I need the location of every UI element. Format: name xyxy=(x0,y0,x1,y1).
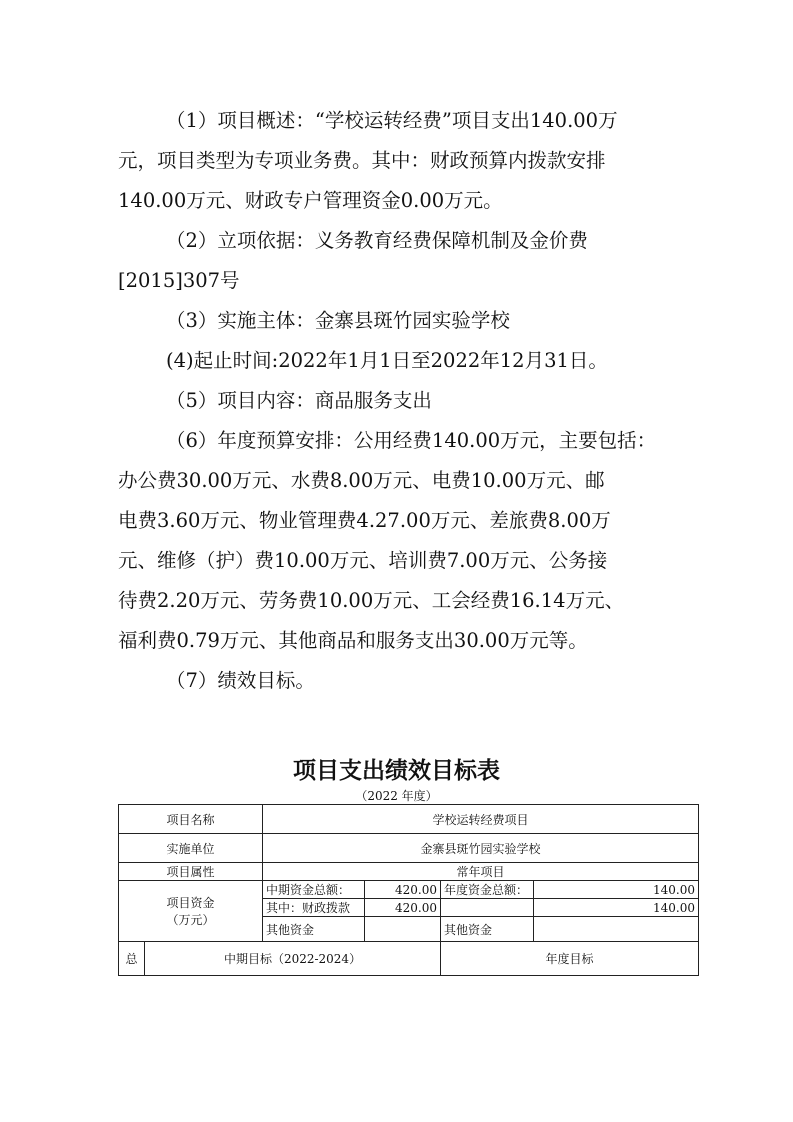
project-name-value: 学校运转经费项目 xyxy=(263,805,699,834)
annual-fin-label xyxy=(441,899,534,917)
body-line: 元，项目类型为专项业务费。其中：财政预算内拨款安排 xyxy=(118,149,606,172)
body-line: （3）实施主体：金寨县斑竹园实验学校 xyxy=(166,309,510,332)
performance-target-table xyxy=(118,804,699,976)
table-row xyxy=(119,863,699,881)
body-text xyxy=(118,101,678,701)
attr-label: 项目属性 xyxy=(119,863,263,881)
table-row xyxy=(119,805,699,834)
mid-total-value: 420.00 xyxy=(365,881,441,899)
body-line: 元、维修（护）费10.00万元、培训费7.00万元、公务接 xyxy=(118,549,608,572)
mid-fin-label: 其中：财政拨款 xyxy=(263,899,365,917)
funds-label-line1: 项目资金 xyxy=(166,896,215,910)
body-line: 办公费30.00万元、水费8.00万元、电费10.00万元、邮 xyxy=(118,469,605,492)
project-name-label: 项目名称 xyxy=(119,805,263,834)
body-line: 福利费0.79万元、其他商品和服务支出30.00万元等。 xyxy=(118,629,588,652)
funds-label-line2: （万元） xyxy=(166,913,215,927)
body-line: （5）项目内容：商品服务支出 xyxy=(166,389,432,412)
unit-value: 金寨县斑竹园实验学校 xyxy=(263,834,699,863)
table-row xyxy=(119,942,699,976)
unit-label: 实施单位 xyxy=(119,834,263,863)
table-title: 项目支出绩效目标表 xyxy=(293,758,500,784)
mid-other-value xyxy=(365,917,441,942)
table-row xyxy=(119,881,699,899)
funds-label xyxy=(119,881,263,942)
body-line: （1）项目概述：“学校运转经费”项目支出140.00万 xyxy=(166,109,618,132)
goal-total-label: 总 xyxy=(119,942,145,976)
mid-fin-value: 420.00 xyxy=(365,899,441,917)
table-year: （2022 年度） xyxy=(355,789,438,803)
body-line: (4)起止时间:2022年1月1日至2022年12月31日。 xyxy=(166,349,608,372)
body-line: 140.00万元、财政专户管理资金0.00万元。 xyxy=(118,189,503,212)
body-line: 电费3.60万元、物业管理费4.27.00万元、差旅费8.00万 xyxy=(118,509,611,532)
annual-fin-value: 140.00 xyxy=(534,899,699,917)
annual-goal-label: 年度目标 xyxy=(441,942,699,976)
annual-other-value xyxy=(534,917,699,942)
annual-total-label: 年度资金总额： xyxy=(441,881,534,899)
mid-goal-label: 中期目标（2022-2024） xyxy=(145,942,441,976)
body-line: （7）绩效目标。 xyxy=(166,669,315,692)
mid-other-label: 其他资金 xyxy=(263,917,365,942)
body-line: 待费2.20万元、劳务费10.00万元、工会经费16.14万元、 xyxy=(118,589,625,612)
body-line: [2015]307号 xyxy=(118,269,240,292)
annual-other-label: 其他资金 xyxy=(441,917,534,942)
body-line: （2）立项依据：义务教育经费保障机制及金价费 xyxy=(166,229,588,252)
annual-total-value: 140.00 xyxy=(534,881,699,899)
table-row xyxy=(119,834,699,863)
mid-total-label: 中期资金总额： xyxy=(263,881,365,899)
body-line: （6）年度预算安排：公用经费140.00万元，主要包括： xyxy=(166,429,657,452)
attr-value: 常年项目 xyxy=(263,863,699,881)
